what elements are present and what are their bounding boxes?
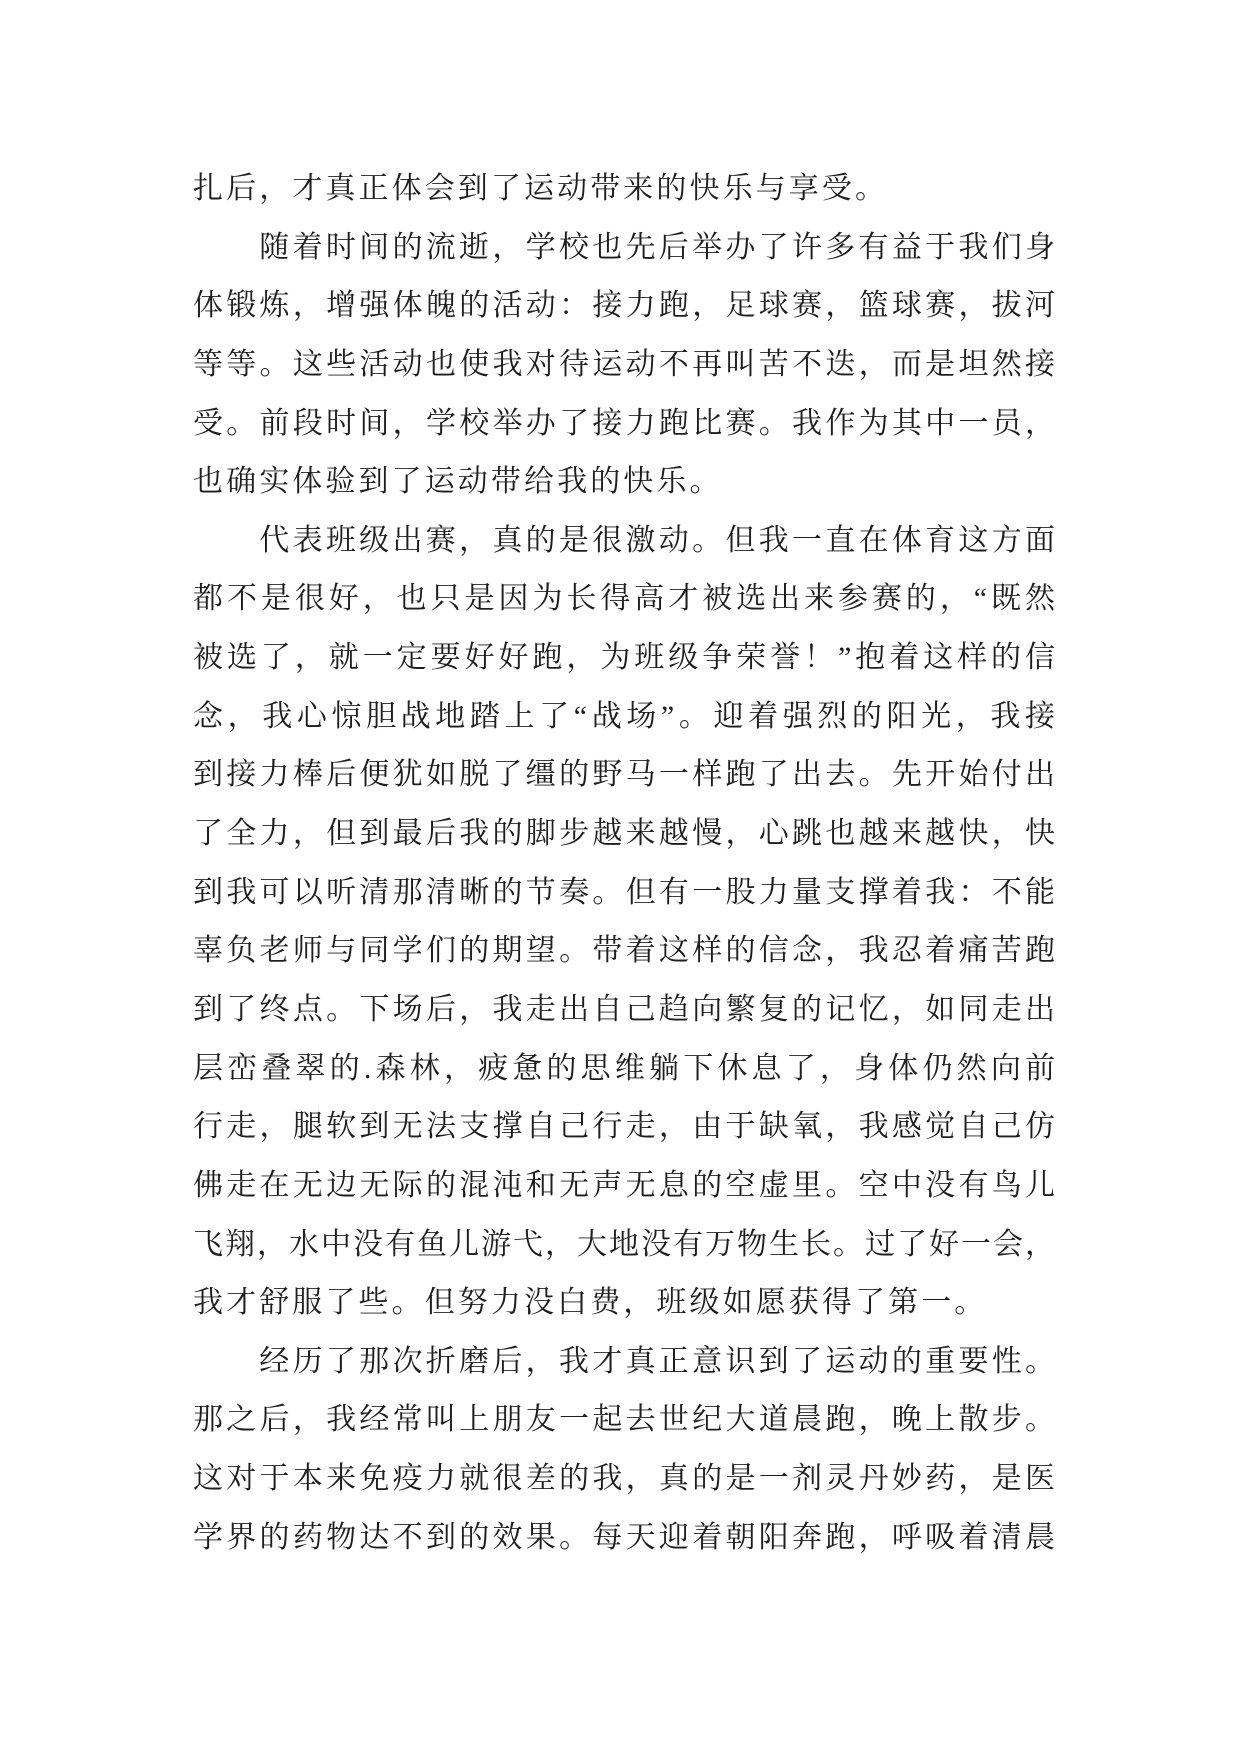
text-line: 学界的药物达不到的效果。每天迎着朝阳奔跑，呼吸着清晨 <box>193 1520 1055 1554</box>
text-line: 层峦叠翠的.森林，疲惫的思维躺下休息了，身体仍然向前 <box>193 1051 1055 1085</box>
text-line: 受。前段时间，学校举办了接力跑比赛。我作为其中一员， <box>193 406 1055 440</box>
text-line: 随着时间的流逝，学校也先后举办了许多有益于我们身 <box>259 230 1055 264</box>
paragraph <box>193 219 1055 512</box>
text-line: 我才舒服了些。但努力没白费，班级如愿获得了第一。 <box>193 1286 988 1320</box>
text-line: 行走，腿软到无法支撑自己行走，由于缺氧，我感觉自己仿 <box>193 1110 1055 1144</box>
text-line: 到了终点。下场后，我走出自己趋向繁复的记忆，如同走出 <box>193 992 1055 1026</box>
text-line: 佛走在无边无际的混沌和无声无息的空虚里。空中没有鸟儿 <box>193 1168 1055 1202</box>
text-line: 经历了那次折磨后，我才真正意识到了运动的重要性。 <box>259 1344 1055 1378</box>
text-line: 等等。这些活动也使我对待运动不再叫苦不迭，而是坦然接 <box>193 347 1055 381</box>
text-line: 了全力，但到最后我的脚步越来越慢，心跳也越来越快，快 <box>193 817 1055 851</box>
text-line: 代表班级出赛，真的是很激动。但我一直在体育这方面 <box>259 523 1055 557</box>
text-line: 扎后，才真正体会到了运动带来的快乐与享受。 <box>193 172 889 205</box>
body-text <box>193 160 1055 1567</box>
text-line: 也确实体验到了运动带给我的快乐。 <box>193 465 723 499</box>
text-line: 到我可以听清那清晰的节奏。但有一股力量支撑着我：不能 <box>193 875 1055 909</box>
text-line: 被选了，就一定要好好跑，为班级争荣誉！”抱着这样的信 <box>193 641 1055 675</box>
text-line: 体锻炼，增强体魄的活动：接力跑，足球赛，篮球赛，拔河 <box>193 289 1055 323</box>
text-line: 都不是很好，也只是因为长得高才被选出来参赛的，“既然 <box>193 582 1055 616</box>
text-line: 辜负老师与同学们的期望。带着这样的信念，我忍着痛苦跑 <box>193 934 1055 968</box>
paragraph <box>193 1333 1055 1568</box>
paragraph <box>193 512 1055 1333</box>
paragraph <box>193 160 1055 219</box>
text-line: 飞翔，水中没有鱼儿游弋，大地没有万物生长。过了好一会， <box>193 1227 1055 1261</box>
text-line: 这对于本来免疫力就很差的我，真的是一剂灵丹妙药，是医 <box>193 1462 1055 1496</box>
text-line: 那之后，我经常叫上朋友一起去世纪大道晨跑，晚上散步。 <box>193 1403 1055 1437</box>
text-line: 念，我心惊胆战地踏上了“战场”。迎着强烈的阳光，我接 <box>193 699 1055 733</box>
text-line: 到接力棒后便犹如脱了缰的野马一样跑了出去。先开始付出 <box>193 758 1055 792</box>
